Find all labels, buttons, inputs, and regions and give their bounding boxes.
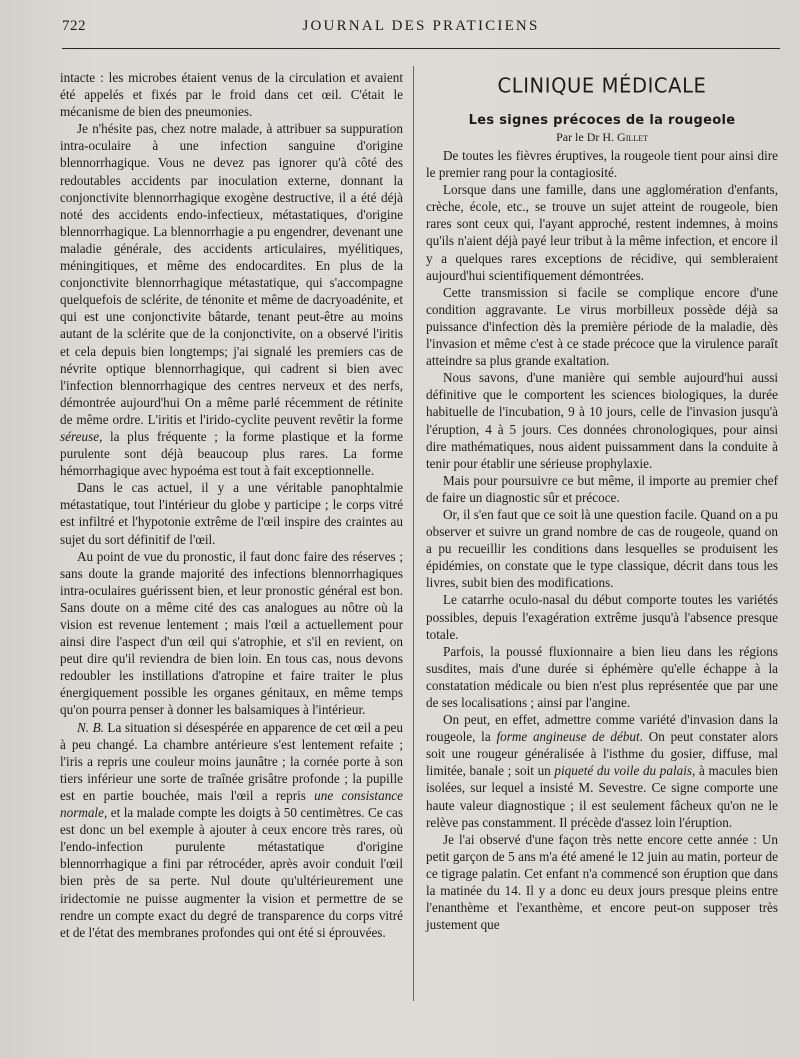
paragraph bbox=[60, 120, 403, 479]
paragraph: Or, il s'en faut que ce soit là une question facile. Quand on a pu observer et suivre un grand nombre de cas de rougeole, quand on a pu recueillir les conditions dans lesquelles se produisent les épidémies, on constate que le type classique, décrit dans tous les livres, subit bien des modifications. bbox=[426, 506, 778, 591]
paragraph: De toutes les fièvres éruptives, la rougeole tient pour ainsi dire le premier rang pour la contagiosité. bbox=[426, 148, 778, 181]
emphasis: une consistance normale bbox=[60, 787, 403, 821]
paragraph: Mais pour poursuivre ce but même, il importe au premier chef de faire un diagnostic sûr et précoce. bbox=[426, 472, 778, 505]
article-title: Les signes précoces de la rougeole bbox=[468, 113, 736, 128]
right-column bbox=[426, 72, 778, 933]
paragraph: Cette transmission si facile se complique encore d'une condition aggravante. Le virus morbilleux possède déjà sa puissance d'infection dès la première période de la maladie, dès l'invasion et même c'est à ce stade précoce que la virulence paraît atteindre sa plus grande exaltation. bbox=[426, 284, 778, 369]
page-number: 722 bbox=[62, 18, 86, 34]
paragraph: Parfois, la poussé fluxionnaire a bien lieu dans les régions susdites, mais d'une durée si éphémère qu'elle échappe à la constatation médicale ou bien n'est plus représentée que par une de ses localisations ; ainsi par l'angine. bbox=[426, 643, 778, 710]
paragraph-text: . On peut constater alors soit une rougeur généralisée à l'isthme du gosier, diffuse, mal limitée, banale ; soit un bbox=[426, 729, 779, 779]
emphasis: séreuse bbox=[60, 428, 100, 444]
paragraph: Lorsque dans une famille, dans une agglomération d'enfants, crèche, école, etc., se trouve un sujet atteint de rougeole, bien rares sont ceux qui, l'ayant approché, restent indemnes, à moins qu'ils n'aient déjà payé leur tribut à la même infection, et encore il y a quelques rares exceptions de récidive, qui sembleraient aujourd'hui scientifiquement démontrées. bbox=[426, 182, 778, 283]
journal-title: JOURNAL DES PRATICIENS bbox=[302, 18, 540, 34]
paragraph-text: , à macules bien isolées, sur lequel a insisté M. Sevestre. Ce signe comporte une haute valeur diagnostique ; il est seulement fâcheux qu'on ne le relève pas constamment. Il précède d'assez loin l'éruption. bbox=[426, 763, 779, 830]
paragraph-text: , et la malade compte les doigts à 50 centimètres. Ce cas est donc un bel exemple à ajouter à ceux encore très rares, où l'endo-infection purulente métastatique d'origine blennorrhagique a fini par rétrocéder, après avoir conduit l'œil bien près de sa perte. Nul doute qu'ultérieurement une iridectomie ne puisse augmenter la vision et permettre de se rendre un compte exact du degré de transparence du corps vitré et de l'état des membranes profondes qui ont été si éprouvées. bbox=[60, 805, 403, 940]
section-title: CLINIQUE MÉDICALE bbox=[497, 73, 707, 98]
left-column bbox=[60, 69, 403, 941]
emphasis: piqueté du voile du palais bbox=[554, 763, 693, 779]
column-divider bbox=[413, 66, 414, 1001]
paragraph: Nous savons, d'une manière qui semble aujourd'hui aussi définitive que le comportent les sciences biologiques, la durée habituelle de l'incubation, 9 à 10 jours, celle de l'invasion jusqu'à l'éruption, 4 à 5 jours. Ces données chronologiques, pour ainsi dire mathématiques, nous aident puissamment dans la conduite à tenir pour établir une sérieuse prophylaxie. bbox=[426, 370, 778, 471]
nota-bene-label: N. B. bbox=[77, 719, 104, 735]
paragraph: intacte : les microbes étaient venus de la circulation et avaient été appelés et fixés par le froid dans cet œil. C'était le mécanisme de bien des pneumonies. bbox=[60, 70, 403, 120]
byline-author: H. Gillet bbox=[602, 130, 648, 144]
paragraph bbox=[426, 711, 778, 831]
page-header bbox=[62, 18, 780, 40]
header-rule bbox=[62, 48, 780, 49]
paragraph: Le catarrhe oculo-nasal du début comporte toutes les variétés possibles, depuis l'exagération extrême jusqu'à l'absence presque totale. bbox=[426, 592, 778, 642]
paragraph-text: , la plus fréquente ; la forme plastique et la forme purulente sont déjà beaucoup plus rares. La forme hémorrhagique avec hypoéma est tout à fait exceptionnelle. bbox=[60, 428, 403, 479]
byline-prefix: Par le Dr bbox=[556, 130, 600, 144]
paragraph-text: On peut, en effet, admettre comme variété d'invasion dans la rougeole, la bbox=[426, 712, 778, 745]
emphasis: forme angineuse de début bbox=[496, 729, 640, 745]
paragraph: Dans le cas actuel, il y a une véritable panophtalmie métastatique, tout l'intérieur du globe y participe ; le corps vitré est infiltré et l'hypotonie extrême de l'œil inspire des craintes au sujet du sort définitif de l'œil. bbox=[60, 480, 403, 547]
paragraph: Je l'ai observé d'une façon très nette encore cette année : Un petit garçon de 5 ans m'a été amené le 12 juin au matin, porteur de ce tigrage palatin. Cet enfant n'a commencé son éruption que dans la matinée du 14. Il y a donc eu deux jours presque pleins entre l'enanthème et l'exanthème, et encore peut-on supposer très justement que bbox=[426, 831, 778, 933]
paragraph: Au point de vue du pronostic, il faut donc faire des réserves ; sans doute la grande majorité des infections blennorrhagiques intra-oculaires guérissent bien, et leur pronostic général est bon. Sans doute on a même cité des cas analogues au nôtre où la vision est revenue lentement ; mais l'œil a actuellement pour ainsi dire l'aspect d'un œil qui s'atrophie, et s'il en revient, on peut dire qu'il reviendra de bien loin. En tous cas, nous devons redoubler les instillations d'atropine et faire traiter le plus énergiquement possible les organes génitaux, en même temps qu'on pourra penser à donner les balsamiques à l'intérieur. bbox=[60, 548, 403, 718]
paragraph-text: Je n'hésite pas, chez notre malade, à attribuer sa suppuration intra-oculaire à une infection sanguine d'origine blennorrhagique. Vous ne devez pas ignorer qu'à côté des redoutables accidents par inoculation externe, donnant la conjonctivite blennorrhagique exogène destructive, il a été déjà noté des accidents endo-infectieux, métastatiques, d'origine blennorrhagique. La blennorrhagie a pu engendrer, devenant une maladie générale, des accidents articulaires, myélitiques, méningitiques, et même des endocardites. En plus de la conjonctivite blennorrhagique métastatique, qui s'accompagne quelquefois de sclérite, de ténonite et même de dacryoadénite, et qui est une conjonctivite bâtarde, tenant peut-être au moins autant de la sclérite que de la conjonctivite, on a observé l'iritis et cela depuis bien longtemps; j'ai signalé les premiers cas de névrite optique blennorrhagique, qui cadrent si bien avec l'infection blennorrhagique des centres nerveux et des nerfs, démontrée aujourd'hui On a même parlé récemment de rétinite de même ordre. L'iritis et l'irido-cyclite peuvent revêtir la forme bbox=[60, 121, 403, 427]
paragraph-text: La situation si désespérée en apparence de cet œil a peu à peu changé. La chambre antérieure s'est lentement refaite ; l'iris a repris une couleur moins jaunâtre ; la cornée porte à son tiers inférieur une sorte de traînée grisâtre profonde ; la pupille est en partie bouchée, mais l'œil a repris bbox=[60, 719, 403, 803]
nota-bene-paragraph bbox=[60, 719, 403, 941]
article-byline bbox=[426, 130, 778, 145]
